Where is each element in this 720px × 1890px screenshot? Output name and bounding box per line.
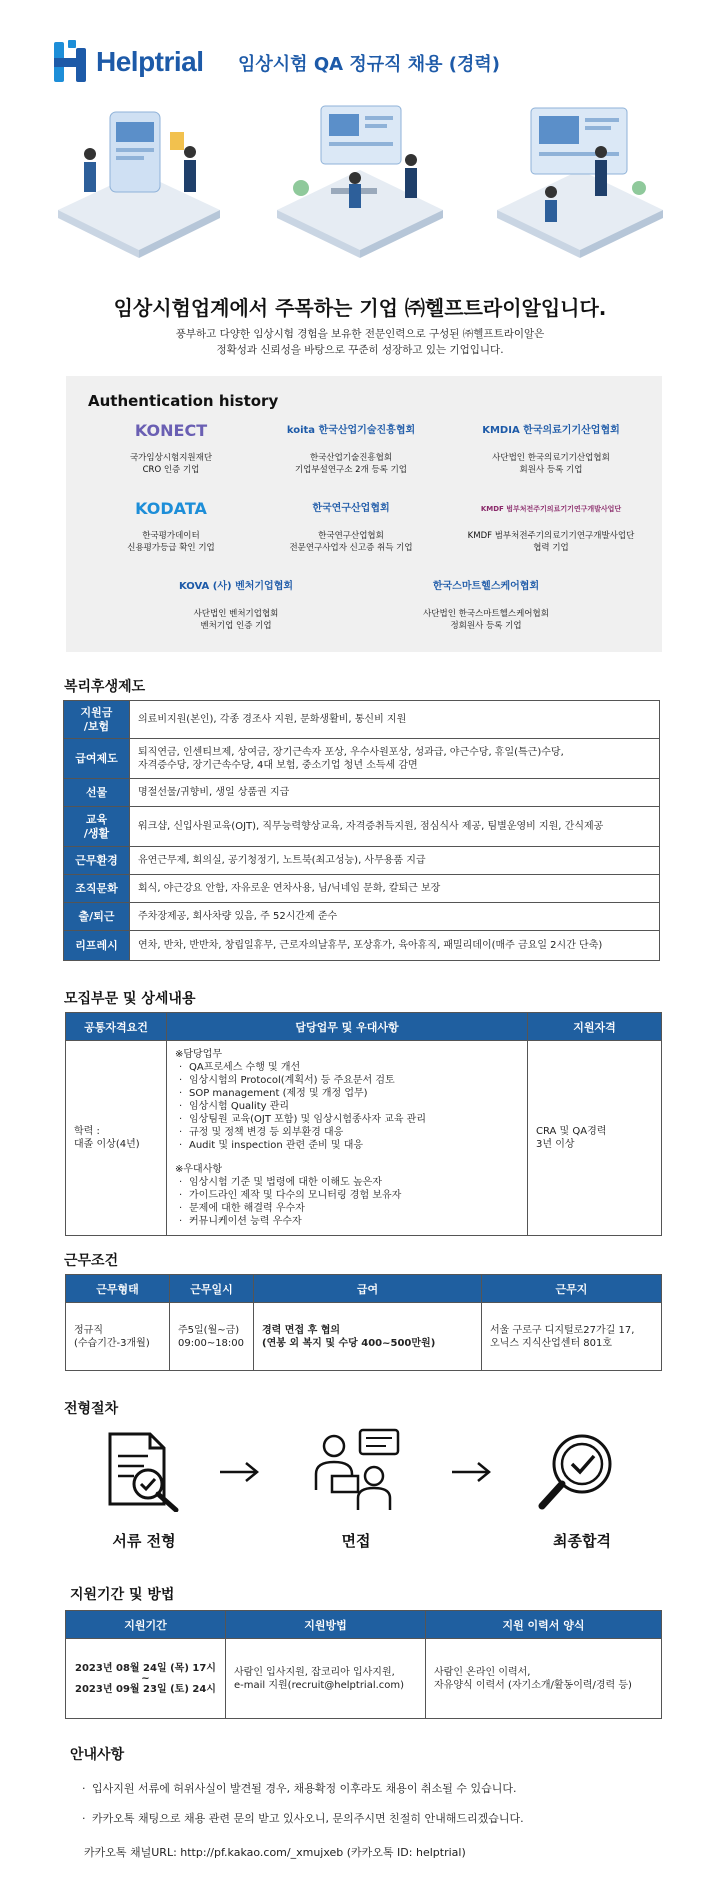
apply-title: 지원기간 및 방법 (70, 1587, 175, 1603)
table-row (66, 1303, 662, 1371)
list-item: · 가이드라인 제작 및 다수의 모니터링 경험 보유자 (189, 1189, 519, 1202)
welfare-table (63, 700, 660, 961)
process-title: 전형절차 (64, 1401, 119, 1417)
intro-line-1: 풍부하고 다양한 임상시험 경험을 보유한 전문인력으로 구성된 ㈜헬프트라이알은 (175, 328, 545, 340)
tagline: 임상시험업계에서 주목하는 기업 ㈜헬프트라이알입니다. (113, 296, 607, 320)
intro-line-2: 정확성과 신뢰성을 바탕으로 꾸준히 성장하고 있는 기업입니다. (216, 344, 504, 356)
conditions-title: 근무조건 (64, 1253, 119, 1269)
cert-line: 한국연구산업협회 (318, 531, 384, 541)
welfare-value: 퇴직연금, 인센티브제, 상여금, 장기근속자 포상, 우수사원포상, 성과급, 야근수당, 휴일(특근)수당, 자격증수당, 장기근속수당, 4대 보험, 중소기업 청년 소득세 감면 (130, 739, 660, 779)
cert-kmdf (456, 494, 646, 554)
recruit-title: 모집부문 및 상세내용 (64, 991, 196, 1007)
arrow-right-icon (450, 1460, 492, 1484)
column-header: 지원방법 (226, 1611, 426, 1639)
table-row (64, 875, 660, 903)
apply-start: 2023년 08월 24일 (목) 17시 (75, 1662, 216, 1674)
kodata-logo: KODATA (135, 499, 207, 518)
cert-line: 사단법인 벤처기업협회 (193, 609, 279, 619)
welfare-label: 급여제도 (64, 739, 130, 779)
smart-healthcare-logo: 한국스마트헬스케어협회 (432, 581, 540, 592)
office-illustration-2 (271, 92, 449, 262)
cert-smart-healthcare (396, 572, 576, 632)
kova-logo: KOVA (사) 벤처기업협회 (178, 581, 294, 592)
prefer-list (175, 1176, 519, 1228)
arrow-right-icon (218, 1460, 260, 1484)
cert-line: 신용평가등급 확인 기업 (127, 543, 215, 553)
cert-line: 사단법인 한국스마트헬스케어협회 (423, 609, 549, 619)
koita-logo: koita 한국산업기술진흥협회 (286, 425, 416, 436)
step-label: 최종합격 (553, 1532, 611, 1550)
list-item: · SOP management (제정 및 개정 업무) (189, 1087, 519, 1100)
work-location: 서울 구로구 디지털로27가길 17, 오닉스 지식산업센터 801호 (482, 1303, 662, 1371)
recruit-table (65, 1012, 662, 1236)
magnifier-check-icon (536, 1428, 618, 1512)
list-item: · Audit 및 inspection 관련 준비 및 대응 (189, 1139, 519, 1152)
table-row (66, 1041, 662, 1236)
column-header: 지원자격 (528, 1013, 662, 1041)
welfare-value: 회식, 야근강요 안함, 자유로운 연차사용, 님/닉네임 문화, 칼퇴근 보장 (130, 875, 660, 903)
welfare-value: 명절선물/귀향비, 생일 상품권 지급 (130, 779, 660, 807)
cert-line: 전문연구사업자 신고증 취득 기업 (289, 543, 413, 553)
office-illustration-3 (491, 92, 669, 262)
cert-line: 한국산업기술진흥협회 (309, 453, 393, 463)
salary: 경력 면접 후 협의 (연봉 외 복지 및 수당 400~500만원) (254, 1303, 482, 1371)
list-item: · 임상시험의 Protocol(계획서) 등 주요문서 검토 (189, 1074, 519, 1087)
list-item: · 임상시험 Quality 관리 (189, 1100, 519, 1113)
welfare-label: 출/퇴근 (64, 903, 130, 931)
welfare-label: 선물 (64, 779, 130, 807)
apply-tilde: ~ (141, 1672, 150, 1684)
office-illustration-1 (50, 92, 228, 262)
auth-title: Authentication history (88, 392, 279, 410)
intro-text (0, 326, 720, 358)
apply-period (66, 1639, 226, 1719)
cert-research-industry (266, 494, 436, 554)
column-header: 공통자격요건 (66, 1013, 167, 1041)
apply-table (65, 1610, 662, 1719)
welfare-title: 복리후생제도 (64, 679, 146, 695)
table-header-row (66, 1611, 662, 1639)
kmdf-logo: KMDF 범부처전주기의료기기연구개발사업단 (480, 505, 622, 513)
list-item: · 규정 및 정책 변경 등 외부환경 대응 (189, 1126, 519, 1139)
column-header: 지원 이력서 양식 (426, 1611, 662, 1639)
duties-list (175, 1061, 519, 1152)
helptrial-logo-icon (50, 40, 92, 84)
notice-item: · 입사지원 서류에 허위사실이 발견될 경우, 채용확정 이후라도 채용이 취소될 수 있습니다. (92, 1774, 692, 1804)
qualification: CRA 및 QA경력 3년 이상 (528, 1041, 662, 1236)
cert-line: CRO 인증 기업 (142, 465, 200, 475)
cert-line: 벤처기업 인증 기업 (200, 621, 272, 631)
interview-icon (312, 1428, 402, 1512)
notice-item: · 카카오톡 채팅으로 채용 관련 문의 받고 있사오니, 문의주시면 친절히 안내해드리겠습니다. (92, 1804, 692, 1834)
cert-line: 회원사 등록 기업 (519, 465, 583, 475)
welfare-label: 리프레시 (64, 931, 130, 961)
column-header: 지원기간 (66, 1611, 226, 1639)
apply-end: 2023년 09월 23일 (토) 24시 (75, 1683, 216, 1695)
cert-koita (266, 416, 436, 476)
table-row (64, 779, 660, 807)
column-header: 급여 (254, 1275, 482, 1303)
cert-kodata (96, 494, 246, 554)
document-check-icon (104, 1430, 184, 1512)
duties-heading: ※담당업무 (175, 1049, 223, 1060)
welfare-label: 조직문화 (64, 875, 130, 903)
cert-line: 협력 기업 (533, 543, 569, 553)
welfare-value: 유연근무제, 회의실, 공기청정기, 노트북(최고성능), 사무용품 지급 (130, 847, 660, 875)
list-item: · 임상시험 기준 및 법령에 대한 이해도 높은자 (189, 1176, 519, 1189)
konect-logo: KONECT (134, 421, 208, 440)
apply-form: 사람인 온라인 이력서, 자유양식 이력서 (자기소개/활동이력/경력 등) (426, 1639, 662, 1719)
list-item: · 문제에 대한 해결력 우수자 (189, 1202, 519, 1215)
duties-cell (167, 1041, 528, 1236)
employment-type: 정규직 (수습기간-3개월) (66, 1303, 170, 1371)
welfare-value: 주차장제공, 회사차량 있음, 주 52시간제 준수 (130, 903, 660, 931)
list-item: · 커뮤니케이션 능력 우수자 (189, 1215, 519, 1228)
column-header: 근무일시 (170, 1275, 254, 1303)
cert-line: 사단법인 한국의료기기산업협회 (492, 453, 610, 463)
column-header: 근무형태 (66, 1275, 170, 1303)
column-header: 근무지 (482, 1275, 662, 1303)
kmdia-logo: KMDIA 한국의료기기산업협회 (482, 425, 620, 436)
table-row (64, 701, 660, 739)
logo (50, 40, 204, 84)
list-item: · 임상팀원 교육(OJT 포함) 및 임상시험종사자 교육 관리 (189, 1113, 519, 1126)
cert-line: 기업부설연구소 2개 등록 기업 (294, 465, 408, 475)
welfare-value: 의료비지원(본인), 각종 경조사 지원, 문화생활비, 통신비 지원 (130, 701, 660, 739)
apply-method: 사람인 입사지원, 잡코리아 입사지원, e-mail 지원(recruit@helptrial.com) (226, 1639, 426, 1719)
table-header-row (66, 1013, 662, 1041)
list-item: · QA프로세스 수행 및 개선 (189, 1061, 519, 1074)
column-header: 담당업무 및 우대사항 (167, 1013, 528, 1041)
step-label: 서류 전형 (112, 1532, 176, 1550)
table-row (66, 1639, 662, 1719)
cert-line: KMDF 범부처전주기의료기기연구개발사업단 (467, 531, 635, 541)
welfare-label: 교육 /생활 (64, 807, 130, 847)
table-row (64, 903, 660, 931)
cert-line: 한국평가데이터 (142, 531, 200, 541)
step-label: 면접 (341, 1532, 371, 1550)
prefer-heading: ※우대사항 (175, 1164, 223, 1175)
cert-line: 국가임상시험지원재단 (129, 453, 213, 463)
notice-list (78, 1774, 692, 1834)
welfare-label: 지원금 /보험 (64, 701, 130, 739)
notice-title: 안내사항 (70, 1747, 125, 1763)
conditions-table (65, 1274, 662, 1371)
common-requirement: 학력 : 대졸 이상(4년) (66, 1041, 167, 1236)
welfare-value: 연차, 반차, 반반차, 창립일휴무, 근로자의날휴무, 포상휴가, 육아휴직, 패밀리데이(매주 금요일 2시간 단축) (130, 931, 660, 961)
cert-line: 정회원사 등록 기업 (450, 621, 522, 631)
welfare-value: 워크샵, 신입사원교육(OJT), 직무능력향상교육, 자격증취득지원, 점심식사 제공, 팀별운영비 지원, 간식제공 (130, 807, 660, 847)
welfare-label: 근무환경 (64, 847, 130, 875)
cert-kova (156, 572, 316, 632)
cert-kmdia (456, 416, 646, 476)
page-title: 임상시험 QA 정규직 채용 (경력) (238, 54, 501, 75)
authentication-box (66, 376, 662, 652)
table-row (64, 931, 660, 961)
table-row (64, 847, 660, 875)
research-industry-logo: 한국연구산업협회 (312, 503, 390, 514)
logo-text: Helptrial (96, 46, 204, 77)
kakao-channel-link[interactable]: 카카오톡 채널URL: http://pf.kakao.com/_xmujxeb (카카오톡 ID: helptrial) (84, 1846, 466, 1859)
table-row (64, 739, 660, 779)
table-header-row (66, 1275, 662, 1303)
work-hours: 주5일(월~금) 09:00~18:00 (170, 1303, 254, 1371)
table-row (64, 807, 660, 847)
cert-konect (96, 416, 246, 476)
